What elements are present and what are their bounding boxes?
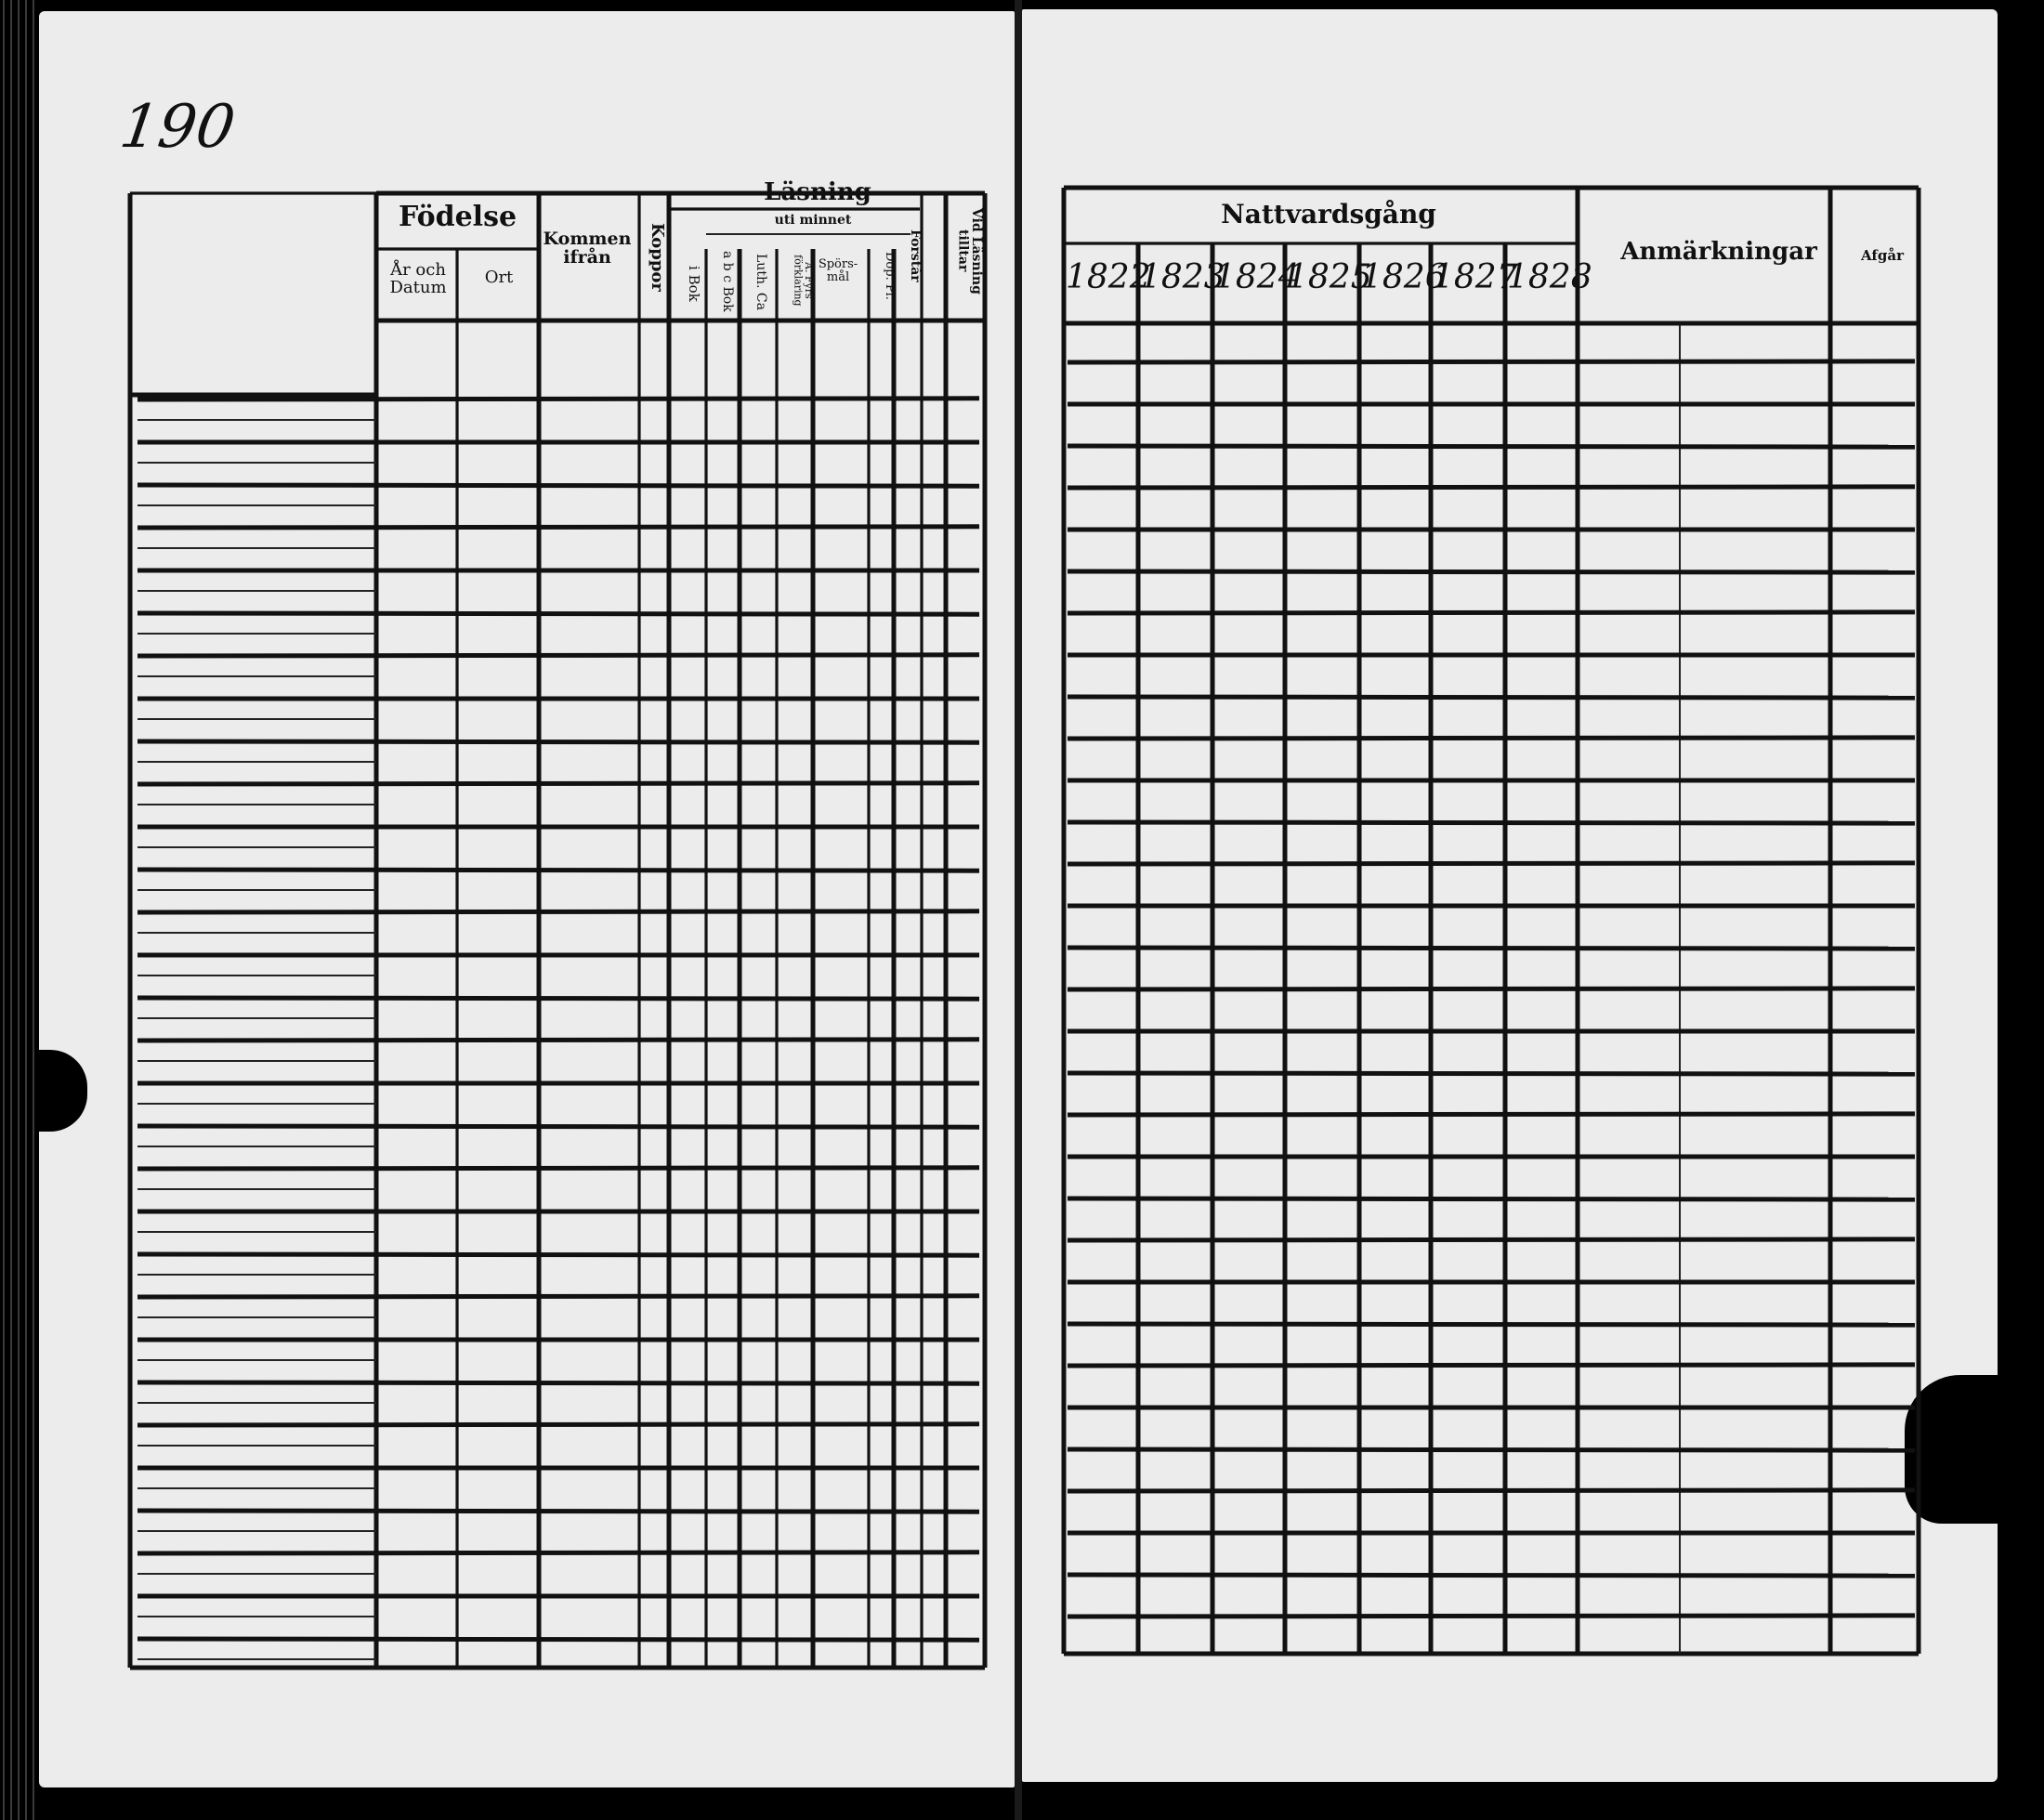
right-row-rule-20 — [1068, 1198, 1915, 1199]
header-afgar: Afgår — [1861, 247, 1904, 264]
header-luth-cat: Luth. Ca — [753, 253, 768, 310]
right-row-rule-17 — [1068, 1073, 1915, 1074]
right-row-rule-27 — [1068, 1490, 1915, 1491]
header-uti-minnet: uti minnet — [774, 213, 852, 228]
header-abc-bok: a b c Bok — [720, 251, 735, 312]
right-row-rule-24 — [1068, 1365, 1915, 1366]
year-header-1: 1823 — [1140, 258, 1225, 296]
header-ort: Ort — [484, 268, 514, 287]
right-row-rule-29 — [1068, 1575, 1915, 1576]
year-header-3: 1825 — [1287, 258, 1372, 296]
right-row-rule-12 — [1068, 863, 1915, 864]
right-row-rule-9 — [1068, 738, 1915, 739]
right-row-rule-11 — [1068, 822, 1915, 823]
header-i-bok: i Bok — [686, 265, 702, 302]
year-header-0: 1822 — [1066, 258, 1151, 296]
right-row-rule-21 — [1068, 1239, 1915, 1240]
right-row-rule-5 — [1068, 571, 1915, 572]
header-lasning: Läsning — [764, 178, 871, 206]
header-vid-lasning-tilltar: Vid Läsning tilltar — [955, 207, 984, 295]
right-row-rule-26 — [1068, 1449, 1915, 1450]
right-row-rule-8 — [1068, 697, 1915, 698]
header-sporsmal: Spörs-mål — [818, 257, 858, 284]
year-header-2: 1824 — [1214, 258, 1300, 296]
year-header-5: 1827 — [1433, 258, 1518, 296]
right-row-rule-2 — [1068, 446, 1915, 447]
header-koppor: Koppor — [648, 223, 667, 292]
right-row-rule-0 — [1068, 361, 1915, 362]
right-row-rule-18 — [1068, 1114, 1915, 1115]
right-row-rule-3 — [1068, 487, 1915, 488]
header-fodelse: Födelse — [398, 201, 518, 233]
header-anmarkningar: Anmärkningar — [1620, 238, 1817, 266]
header-antagna-forklaring: A. Fyrs förklaring — [792, 255, 815, 307]
year-header-4: 1826 — [1361, 258, 1447, 296]
right-row-rule-23 — [1068, 1324, 1915, 1325]
header-kommen-ifran: Kommen ifrån — [543, 229, 632, 268]
header-forstar: Förstår — [908, 229, 923, 282]
year-header-6: 1828 — [1507, 258, 1592, 296]
page-number: 190 — [115, 93, 240, 162]
right-row-rule-6 — [1068, 612, 1915, 613]
header-ar-och-datum: År och Datum — [389, 260, 447, 297]
right-row-rule-14 — [1068, 948, 1915, 949]
right-row-rule-30 — [1068, 1616, 1915, 1617]
header-dop-pl: Dop. Pl. — [883, 252, 897, 300]
header-nattvardsgang: Nattvardsgång — [1221, 199, 1436, 229]
